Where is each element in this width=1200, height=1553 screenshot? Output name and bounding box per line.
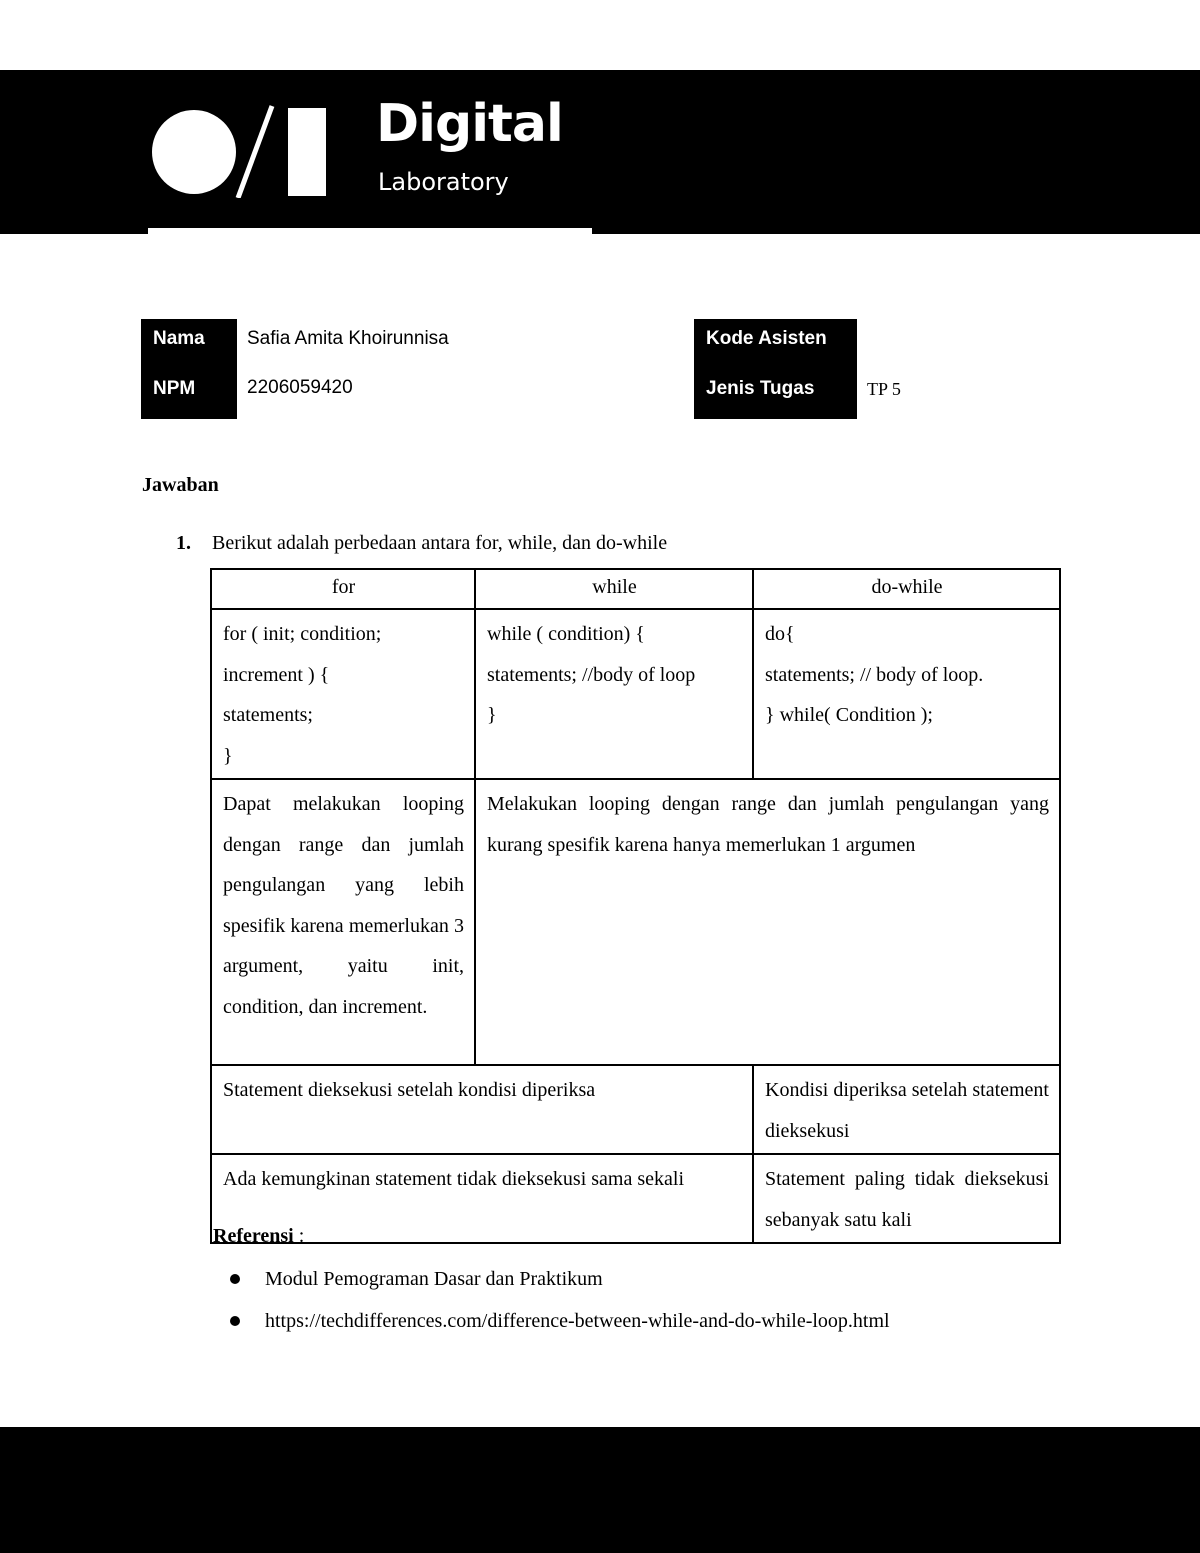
code-line: statements; //body of loop [487, 663, 696, 686]
list-item[interactable] [228, 1308, 890, 1350]
nama-value: Safia Amita Khoirunnisa [247, 328, 449, 349]
question-1 [176, 532, 667, 555]
references-title [213, 1225, 304, 1248]
code-line: statements; // body of loop. [765, 663, 984, 686]
table-row-check [211, 1065, 1060, 1154]
jenis-tugas-label: Jenis Tugas [706, 378, 815, 399]
header-while: while [475, 569, 753, 609]
brand-title: Digital [376, 94, 563, 154]
cell-exec-for-while: Ada kemungkinan statement tidak dieksekusi sama sekali [211, 1154, 753, 1243]
reference-text: Modul Pemograman Dasar dan Praktikum [265, 1268, 603, 1290]
table-header-row [211, 569, 1060, 609]
npm-value: 2206059420 [247, 377, 353, 398]
cell-range-for: Dapat melakukan looping dengan range dan jumlah pengulangan yang lebih spesifik karena memerlukan 3 argument, yaitu init, condition, dan increment. [211, 779, 475, 1065]
code-line: while ( condition) { [487, 623, 645, 645]
cell-syntax-for [211, 609, 475, 779]
references-label: Referensi [213, 1225, 294, 1247]
digital-lab-logo-icon [150, 102, 330, 198]
code-line: } [487, 704, 497, 726]
npm-label: NPM [153, 378, 196, 399]
header-for: for [211, 569, 475, 609]
jenis-tugas-label-box [694, 369, 857, 419]
code-line: do{ [765, 623, 795, 645]
list-item [228, 1266, 890, 1308]
header-underline [148, 228, 592, 234]
brand-subtitle: Laboratory [378, 168, 509, 196]
kode-asisten-label-box [694, 319, 857, 369]
code-line: } [223, 744, 233, 767]
answer-heading: Jawaban [142, 474, 219, 496]
question-text: Berikut adalah perbedaan antara for, while, dan do-while [212, 532, 668, 554]
code-line: statements; [223, 704, 313, 726]
comparison-table [210, 568, 1061, 1244]
cell-range-while-dowhile: Melakukan looping dengan range dan jumlah pengulangan yang kurang spesifik karena hanya memerlukan 1 argumen [475, 779, 1060, 1065]
jenis-tugas-value: TP 5 [867, 379, 901, 399]
table-row-exec [211, 1154, 1060, 1243]
footer-band [0, 1427, 1200, 1553]
references-colon: : [293, 1225, 305, 1247]
bullet-icon [230, 1316, 240, 1326]
bullet-icon [230, 1274, 240, 1284]
cell-exec-dowhile: Statement paling tidak dieksekusi sebanyak satu kali [753, 1154, 1060, 1243]
nama-label: Nama [153, 328, 205, 349]
nama-label-box [141, 319, 237, 369]
references-list [228, 1266, 890, 1350]
code-line: increment ) { [223, 663, 330, 686]
kode-asisten-label: Kode Asisten [706, 328, 827, 349]
question-number: 1. [176, 532, 191, 554]
code-line: for ( init; condition; [223, 623, 382, 645]
table-row-range [211, 779, 1060, 1065]
code-line: } while( Condition ); [765, 704, 933, 726]
header-do-while: do-while [753, 569, 1060, 609]
cell-check-dowhile: Kondisi diperiksa setelah statement dieksekusi [753, 1065, 1060, 1154]
npm-label-box [141, 369, 237, 419]
table-row-syntax [211, 609, 1060, 779]
reference-link[interactable]: https://techdifferences.com/difference-between-while-and-do-while-loop.html [265, 1310, 890, 1332]
cell-syntax-do-while [753, 609, 1060, 779]
cell-check-for-while: Statement dieksekusi setelah kondisi diperiksa [211, 1065, 753, 1154]
cell-syntax-while [475, 609, 753, 779]
